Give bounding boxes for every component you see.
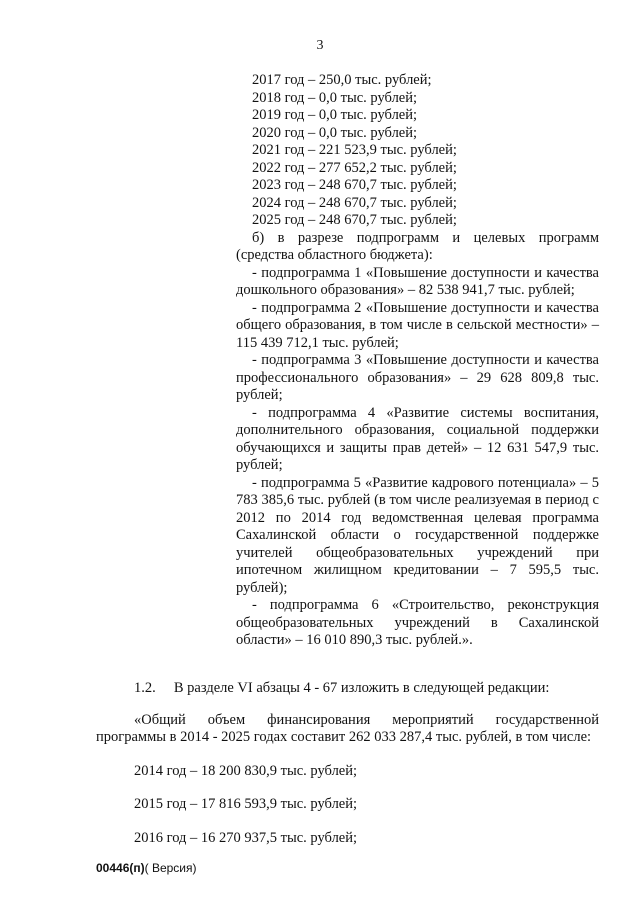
subprogram-5: - подпрограмма 5 «Развитие кадрового потенциала» – 5 783 385,6 тыс. рублей (в том числе реализуемая в период с 2012 по 2014 год ведомственная целевая программа Сахалинской области о государственной поддержке учителей общеобразовательных учреждений при ипотечном жилищном кредитовании – 7 595,5 тыс. рублей);	[236, 474, 599, 596]
year-line-2023: 2023 год – 248 670,7 тыс. рублей;	[252, 177, 457, 193]
main-year-line-2016: 2016 год – 16 270 937,5 тыс. рублей;	[134, 829, 358, 846]
subprogram-1: - подпрограмма 1 «Повышение доступности и качества дошкольного образования» – 82 538 941,7 тыс. рублей;	[236, 264, 599, 298]
subprogram-3: - подпрограмма 3 «Повышение доступности и качества профессионального образования» – 29 628 809,8 тыс. рублей;	[236, 352, 599, 403]
subprogram-2: - подпрограмма 2 «Повышение доступности и качества общего образования, в том числе в сельской местности» – 115 439 712,1 тыс. рублей;	[236, 299, 599, 351]
year-line-2021: 2021 год – 221 523,9 тыс. рублей;	[252, 142, 457, 158]
document-code: 00446(п)	[96, 861, 145, 875]
document-version: ( Версия)	[144, 861, 197, 875]
section-b-heading: б) в разрезе подпрограмм и целевых программ (средства областного бюджета):	[236, 229, 599, 263]
page-number: 3	[316, 38, 324, 53]
subprogram-4: - подпрограмма 4 «Развитие системы воспитания, дополнительного образования, социальной поддержки обучающихся и защиты прав детей» – 12 631 547,9 тыс. рублей;	[236, 404, 599, 473]
year-line-2017: 2017 год – 250,0 тыс. рублей;	[252, 72, 432, 88]
year-line-2019: 2019 год – 0,0 тыс. рублей;	[252, 107, 418, 123]
year-line-2024: 2024 год – 248 670,7 тыс. рублей;	[252, 194, 457, 211]
year-line-2018: 2018 год – 0,0 тыс. рублей;	[252, 89, 418, 106]
year-line-2022: 2022 год – 277 652,2 тыс. рублей;	[252, 159, 457, 176]
section-1-2-heading: 1.2. В разделе VI абзацы 4 - 67 изложить в следующей редакции:	[134, 680, 550, 696]
main-year-line-2015: 2015 год – 17 816 593,9 тыс. рублей;	[134, 796, 358, 812]
year-line-2020: 2020 год – 0,0 тыс. рублей;	[252, 124, 418, 141]
main-year-line-2014: 2014 год – 18 200 830,9 тыс. рублей;	[134, 762, 358, 779]
financing-by-year-block	[236, 72, 599, 650]
total-financing-paragraph: «Общий объем финансирования мероприятий государственной программы в 2014 - 2025 годах составит 262 033 287,4 тыс. рублей, в том числе:	[96, 711, 599, 745]
subprogram-6: - подпрограмма 6 «Строительство, реконструкция общеобразовательных учреждений в Сахалинской области» – 16 010 890,3 тыс. рублей.».	[236, 597, 599, 648]
main-text-block	[96, 680, 599, 863]
year-line-2025: 2025 год – 248 670,7 тыс. рублей;	[252, 212, 457, 228]
document-footer	[96, 861, 197, 875]
